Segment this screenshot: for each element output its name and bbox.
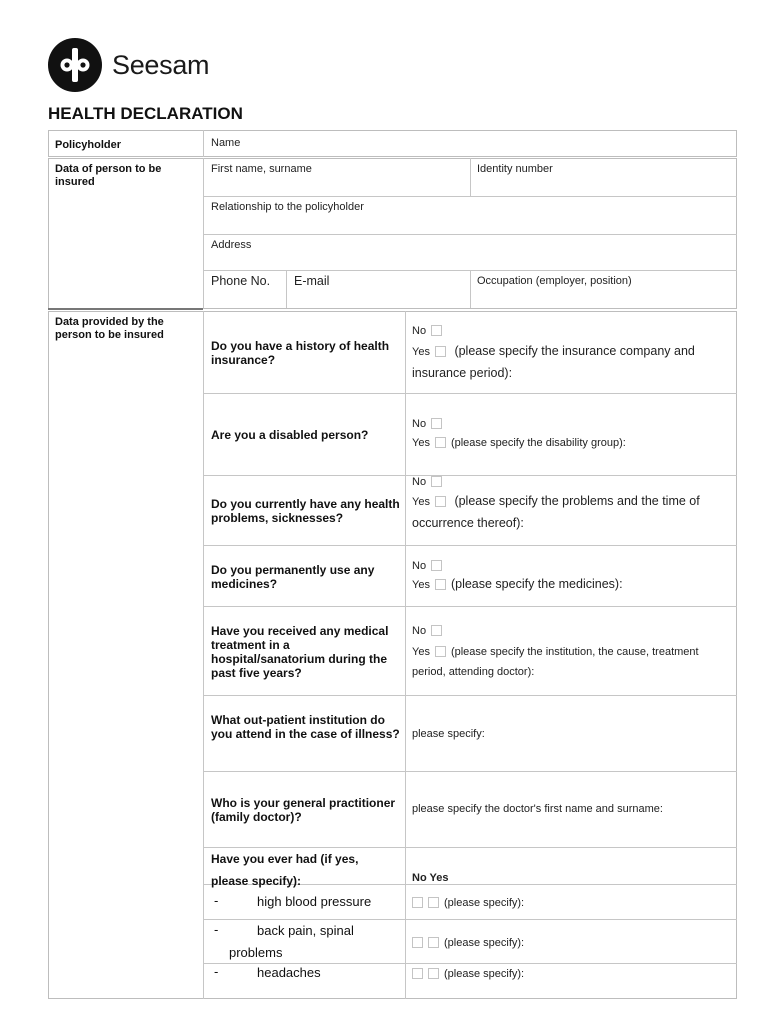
q4-no-label: No	[412, 560, 427, 572]
q5-no-label: No	[412, 625, 427, 637]
provided-label: Data provided by the person to be insured	[55, 316, 164, 341]
q5-yes-checkbox[interactable]	[435, 646, 446, 657]
question-medicines: Do you permanently use any medicines?	[211, 563, 375, 591]
q4-yes-label: Yes	[412, 579, 430, 591]
question-health-problems: Do you currently have any health problems, sicknesses?	[211, 497, 400, 525]
item1-options	[412, 897, 524, 910]
q1-yes-checkbox[interactable]	[435, 346, 446, 357]
policyholder-label: Policyholder	[55, 139, 122, 151]
question-health-insurance: Do you have a history of health insurance?	[211, 339, 390, 367]
item3-options	[412, 968, 524, 981]
q2-no-label: No	[412, 418, 427, 430]
q4-yes-option[interactable]	[412, 578, 623, 592]
email-field[interactable]: E-mail	[294, 274, 330, 288]
q4-no-checkbox[interactable]	[431, 560, 442, 571]
item2-options	[412, 937, 524, 950]
item-dash: -	[214, 964, 219, 979]
q6-specify-field[interactable]: please specify:	[412, 728, 485, 740]
q3-yes-option[interactable]	[412, 491, 730, 534]
q5-yes-option[interactable]	[412, 642, 730, 682]
insured-label: Data of person to be insured	[55, 163, 162, 188]
occupation-field[interactable]: Occupation (employer, position)	[477, 275, 632, 287]
q7-specify-field[interactable]: please specify the doctor's first name and surname:	[412, 803, 663, 815]
item1-no-checkbox[interactable]	[412, 897, 423, 908]
phone-field[interactable]: Phone No.	[211, 274, 271, 288]
q5-yes-label: Yes	[412, 646, 430, 658]
question-ever-had: Have you ever had (if yes, please specify):	[211, 852, 359, 888]
address-field[interactable]: Address	[211, 239, 252, 251]
q2-yes-checkbox[interactable]	[435, 437, 446, 448]
relationship-field[interactable]: Relationship to the policyholder	[211, 201, 364, 213]
q1-yes-label: Yes	[412, 346, 430, 358]
q3-no-checkbox[interactable]	[431, 476, 442, 487]
ever-had-item-high-blood-pressure: high blood pressure	[257, 894, 372, 909]
item-dash: -	[214, 893, 219, 908]
item1-specify: (please specify):	[444, 897, 525, 909]
question-hospital-treatment: Have you received any medical treatment in a hospital/sanatorium during the past five years?	[211, 624, 389, 680]
q3-specify: (please specify the problems and the time of occurrence thereof):	[412, 494, 700, 530]
seesam-logo-icon	[48, 38, 102, 92]
q2-specify: (please specify the disability group):	[450, 437, 626, 449]
first-name-field[interactable]: First name, surname	[211, 163, 312, 175]
policyholder-section	[48, 130, 737, 157]
q1-no-label: No	[412, 325, 427, 337]
item3-yes-checkbox[interactable]	[428, 968, 439, 979]
ever-had-item-headaches: headaches	[257, 965, 321, 980]
question-outpatient-institution: What out-patient institution do you attend in the case of illness?	[211, 713, 400, 741]
brand-logo	[48, 38, 209, 92]
q3-no-label: No	[412, 476, 427, 488]
q1-yes-option[interactable]	[412, 341, 730, 384]
q5-no-option[interactable]	[412, 625, 447, 638]
item-dash: -	[214, 922, 219, 937]
item3-specify: (please specify):	[444, 968, 525, 980]
q2-no-checkbox[interactable]	[431, 418, 442, 429]
item3-no-checkbox[interactable]	[412, 968, 423, 979]
q4-yes-checkbox[interactable]	[435, 579, 446, 590]
q4-no-option[interactable]	[412, 560, 447, 573]
q1-no-option[interactable]	[412, 325, 447, 338]
item2-specify: (please specify):	[444, 937, 525, 949]
policyholder-name-field[interactable]: Name	[211, 137, 241, 149]
q1-specify: (please specify the insurance company and insurance period):	[412, 344, 695, 380]
ever-had-no-yes-header: No Yes	[412, 872, 449, 884]
item2-no-checkbox[interactable]	[412, 937, 423, 948]
q1-no-checkbox[interactable]	[431, 325, 442, 336]
item2-yes-checkbox[interactable]	[428, 937, 439, 948]
q4-specify: (please specify the medicines):	[450, 577, 623, 591]
q5-specify: (please specify the institution, the cause, treatment period, attending doctor):	[412, 646, 699, 678]
q5-no-checkbox[interactable]	[431, 625, 442, 636]
document-title: HEALTH DECLARATION	[48, 104, 243, 123]
q2-no-option[interactable]	[412, 418, 447, 431]
question-disabled: Are you a disabled person?	[211, 428, 369, 442]
q3-yes-label: Yes	[412, 496, 430, 508]
question-family-doctor: Who is your general practitioner (family doctor)?	[211, 796, 396, 824]
brand-name: Seesam	[112, 49, 210, 80]
item1-yes-checkbox[interactable]	[428, 897, 439, 908]
q3-yes-checkbox[interactable]	[435, 496, 446, 507]
ever-had-item-back-pain: back pain, spinal problems	[229, 923, 354, 960]
identity-number-field[interactable]: Identity number	[477, 163, 553, 175]
q2-yes-option[interactable]	[412, 437, 626, 450]
q2-yes-label: Yes	[412, 437, 430, 449]
q3-no-option[interactable]	[412, 476, 447, 489]
